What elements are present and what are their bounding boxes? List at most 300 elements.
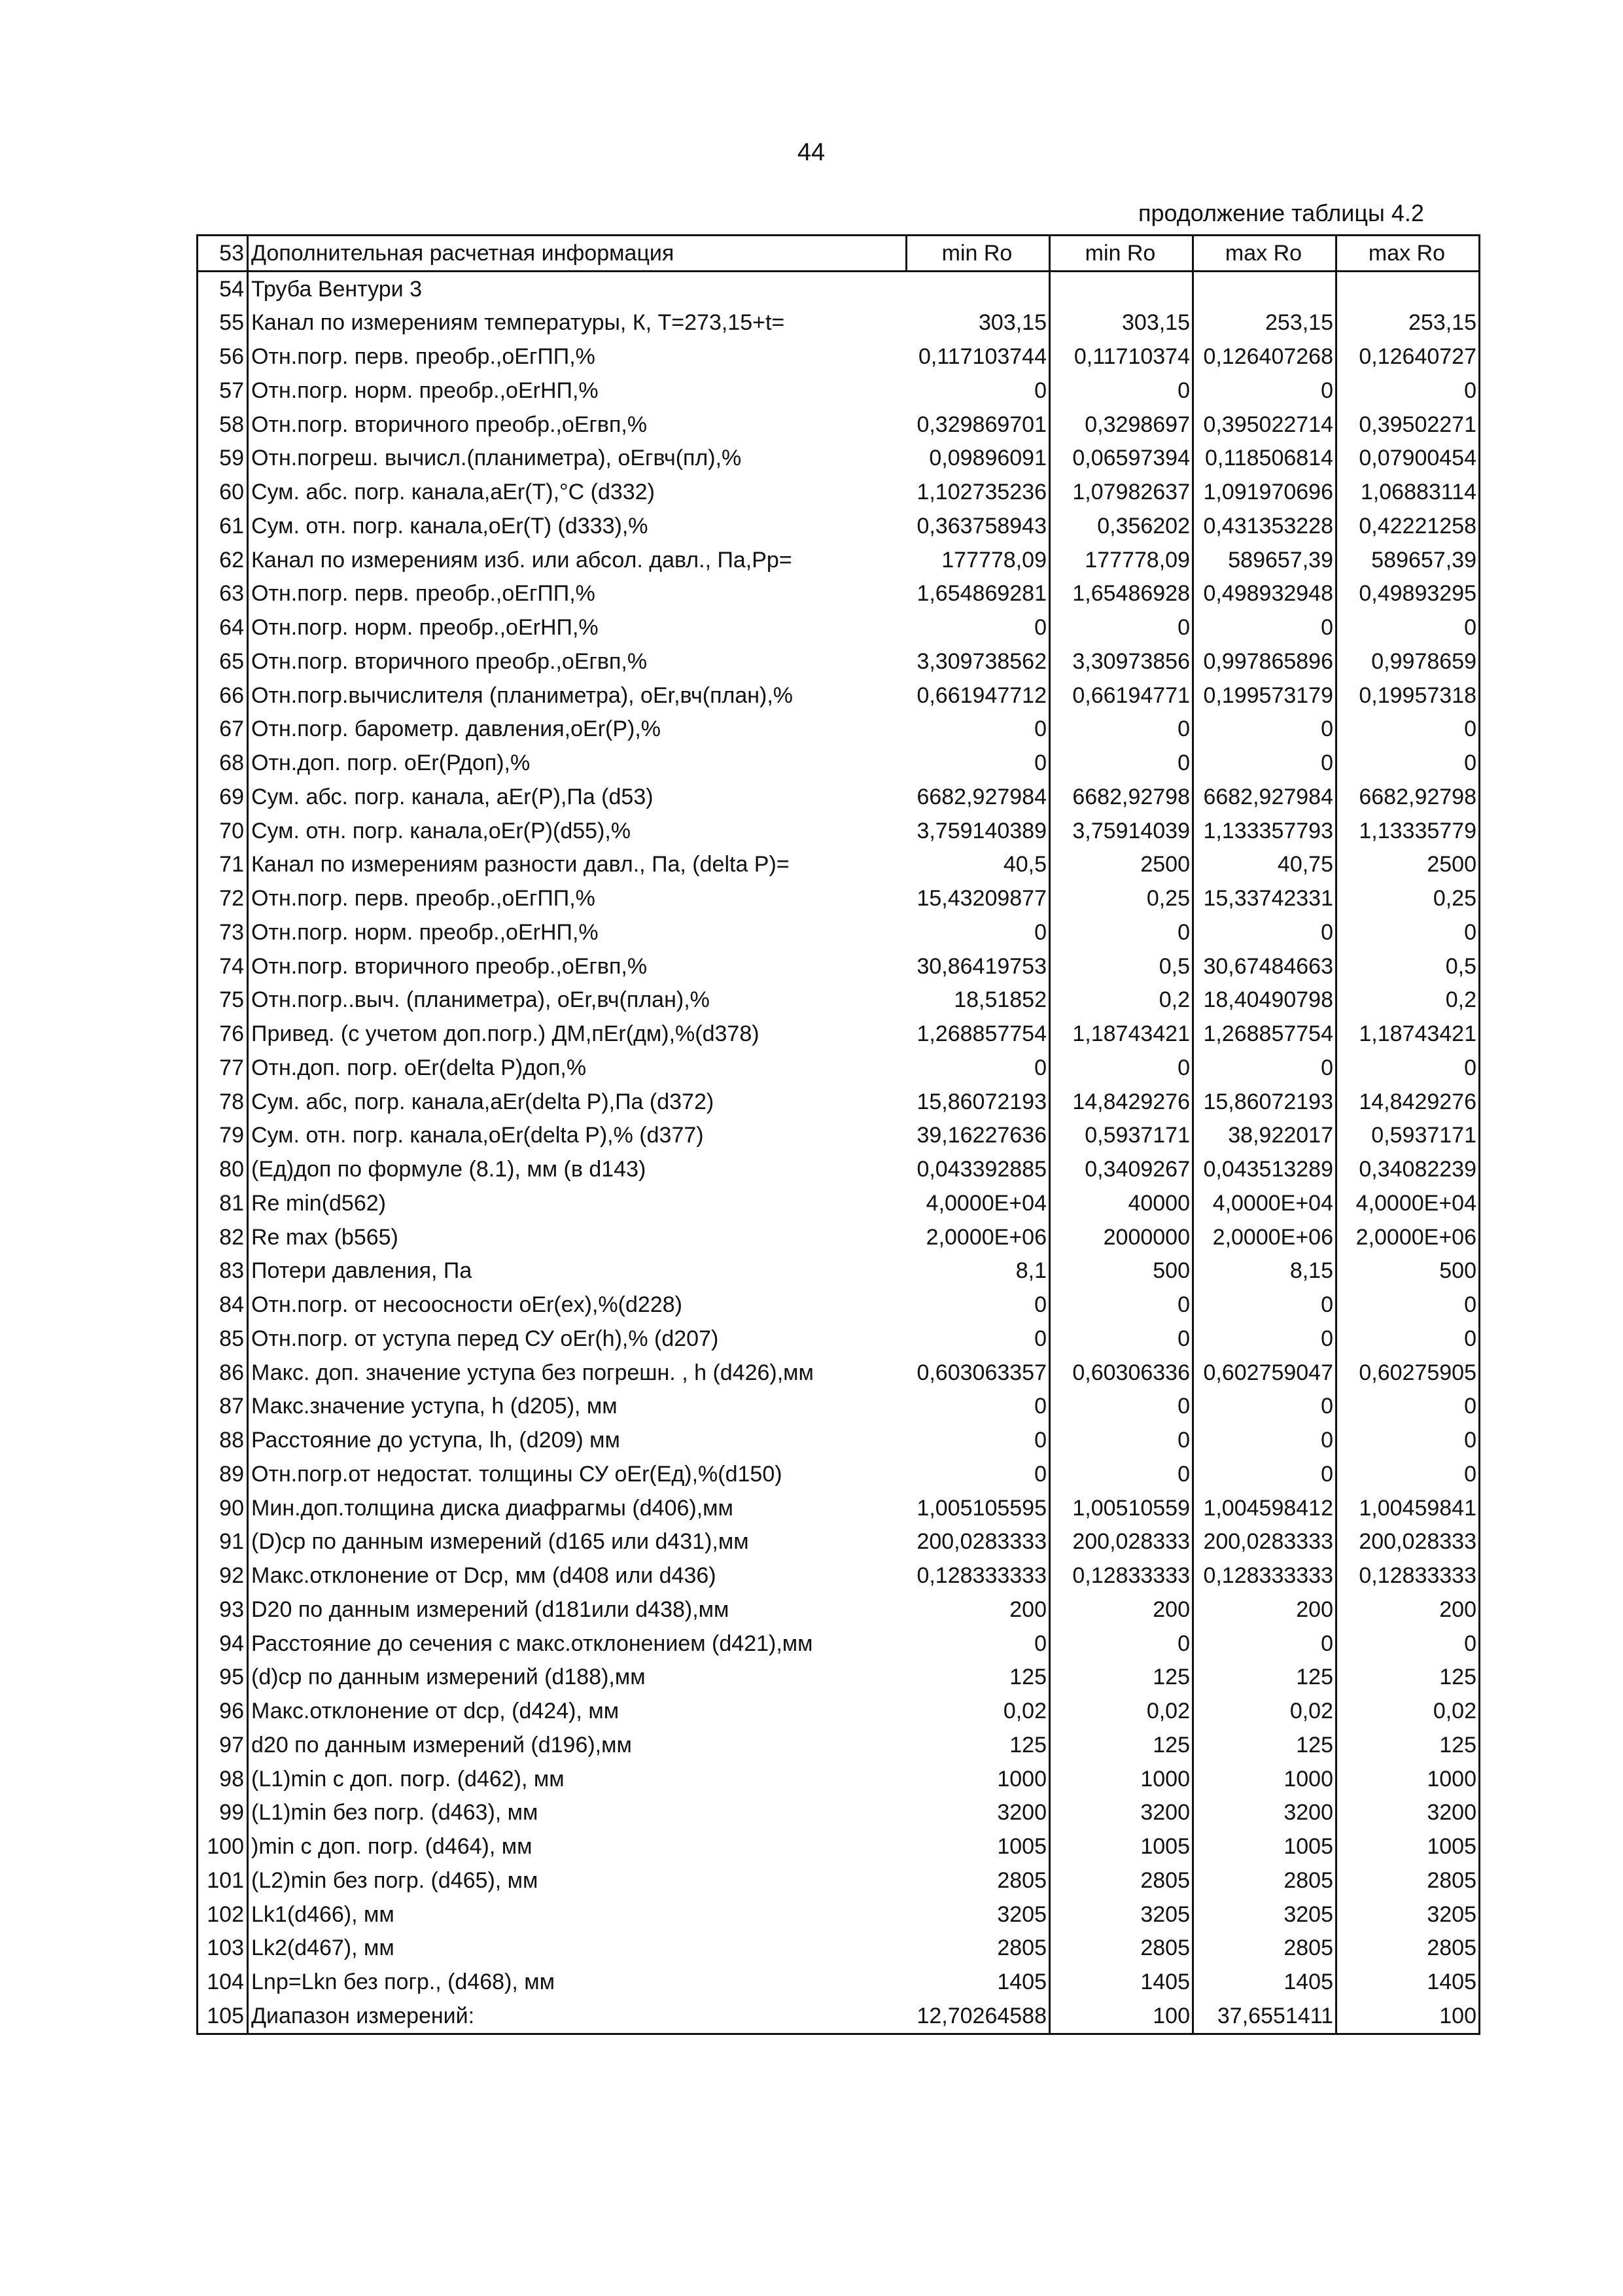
- table-row: [198, 1762, 1480, 1796]
- value-cell: 0,12833333: [1336, 1559, 1480, 1593]
- table-row: [198, 1829, 1480, 1863]
- row-number: 60: [198, 475, 248, 509]
- table-row: [198, 1322, 1480, 1356]
- value-cell: 30,86419753: [907, 949, 1050, 983]
- value-cell: 1,13335779: [1336, 814, 1480, 848]
- value-cell: 15,86072193: [907, 1085, 1050, 1119]
- table-header-row: [198, 236, 1480, 272]
- value-cell: 1000: [907, 1762, 1050, 1796]
- value-cell: 125: [1193, 1661, 1336, 1695]
- value-cell: 200,028333: [1336, 1525, 1480, 1559]
- row-label: (D)ср по данным измерений (d165 или d431),мм: [251, 1529, 749, 1555]
- value-cell: 8,1: [907, 1254, 1050, 1288]
- row-label: Сум. абс. погр. канала,аЕr(Т),°С (d332): [251, 480, 655, 505]
- value-cell: 0,356202: [1050, 509, 1193, 543]
- value-cell: 0: [1336, 1051, 1480, 1085]
- table-row: [198, 1186, 1480, 1220]
- table-row: [198, 1728, 1480, 1762]
- row-label: Сум. отн. погр. канала,оЕr(Т) (d333),%: [251, 513, 648, 539]
- row-number: 98: [198, 1762, 248, 1796]
- value-cell: 1,18743421: [1050, 1017, 1193, 1051]
- page-number: 44: [797, 139, 826, 166]
- row-label: Сум. абс, погр. канала,аЕr(delta P),Па (d372): [251, 1089, 714, 1114]
- value-cell: 0: [1336, 1390, 1480, 1424]
- value-cell: 589657,39: [1336, 543, 1480, 577]
- row-label: Отн.погр. вторичного преобр.,оЕгвп,%: [251, 648, 648, 674]
- value-cell: 125: [1193, 1728, 1336, 1762]
- value-cell: 0: [1050, 713, 1193, 747]
- value-cell: 1,06883114: [1336, 475, 1480, 509]
- row-label: Отн.погреш. вычисл.(планиметра), оЕгвч(пл),%: [251, 446, 742, 471]
- value-cell: 0: [907, 1627, 1050, 1661]
- value-cell: 0: [1050, 374, 1193, 408]
- row-number: 76: [198, 1017, 248, 1051]
- value-cell: [1336, 271, 1480, 306]
- table-row: [198, 1119, 1480, 1153]
- value-cell: 1,268857754: [1193, 1017, 1336, 1051]
- row-number: 87: [198, 1390, 248, 1424]
- row-label: Re max (b565): [251, 1224, 398, 1250]
- table-row: [198, 610, 1480, 645]
- value-cell: 2000000: [1050, 1220, 1193, 1254]
- table-row: [198, 1965, 1480, 1999]
- value-cell: 125: [1050, 1661, 1193, 1695]
- value-cell: 14,8429276: [1050, 1085, 1193, 1119]
- value-cell: [1050, 271, 1193, 306]
- value-cell: 0: [1193, 1423, 1336, 1457]
- column-header: min Ro: [907, 236, 1050, 272]
- table-row: [198, 1559, 1480, 1593]
- value-cell: 0: [1336, 1288, 1480, 1322]
- row-number: 95: [198, 1661, 248, 1695]
- row-number: 82: [198, 1220, 248, 1254]
- row-label: (d)ср по данным измерений (d188),мм: [251, 1665, 646, 1690]
- value-cell: 0,431353228: [1193, 509, 1336, 543]
- table-row: [198, 1254, 1480, 1288]
- value-cell: 0: [1050, 915, 1193, 949]
- row-number: 66: [198, 679, 248, 713]
- row-number: 89: [198, 1457, 248, 1491]
- value-cell: 0,117103744: [907, 340, 1050, 374]
- value-cell: 3200: [907, 1796, 1050, 1830]
- row-number: 101: [198, 1863, 248, 1898]
- value-cell: 0: [1336, 1457, 1480, 1491]
- value-cell: 1,268857754: [907, 1017, 1050, 1051]
- value-cell: 4,0000E+04: [1193, 1186, 1336, 1220]
- row-number: 94: [198, 1627, 248, 1661]
- value-cell: 0: [907, 713, 1050, 747]
- value-cell: 0: [1193, 915, 1336, 949]
- row-number: 93: [198, 1593, 248, 1627]
- row-label: Lk1(d466), мм: [251, 1901, 394, 1927]
- row-number: 104: [198, 1965, 248, 1999]
- row-number: 97: [198, 1728, 248, 1762]
- row-label: Отн.погр. от несоосности оЕr(ex),%(d228): [251, 1292, 682, 1318]
- value-cell: 3,759140389: [907, 814, 1050, 848]
- row-label: Lk2(d467), мм: [251, 1935, 394, 1961]
- value-cell: [907, 271, 1050, 306]
- value-cell: 3200: [1050, 1796, 1193, 1830]
- value-cell: 0: [1336, 915, 1480, 949]
- table-row: [198, 1863, 1480, 1898]
- value-cell: 1005: [1193, 1829, 1336, 1863]
- value-cell: 1405: [1193, 1965, 1336, 1999]
- value-cell: 177778,09: [1050, 543, 1193, 577]
- table-row: [198, 543, 1480, 577]
- value-cell: 0: [907, 746, 1050, 780]
- row-label: Расстояние до уступа, lh, (d209) мм: [251, 1428, 620, 1453]
- column-header: max Ro: [1193, 236, 1336, 272]
- table-row: [198, 1694, 1480, 1728]
- row-label: (L1)min с доп. погр. (d462), мм: [251, 1766, 565, 1792]
- value-cell: 39,16227636: [907, 1119, 1050, 1153]
- value-cell: 0: [907, 1457, 1050, 1491]
- row-number: 58: [198, 408, 248, 442]
- table-row: [198, 1593, 1480, 1627]
- table-row: [198, 1390, 1480, 1424]
- value-cell: 0,498932948: [1193, 577, 1336, 611]
- value-cell: 125: [907, 1661, 1050, 1695]
- value-cell: 8,15: [1193, 1254, 1336, 1288]
- value-cell: 0,602759047: [1193, 1356, 1336, 1390]
- row-label: Отн.погр. норм. преобр.,оЕrНП,%: [251, 615, 599, 641]
- row-label: )min с доп. погр. (d464), мм: [251, 1834, 532, 1860]
- value-cell: 3205: [1336, 1898, 1480, 1932]
- table-row: [198, 1932, 1480, 1966]
- value-cell: 3200: [1336, 1796, 1480, 1830]
- row-number: 57: [198, 374, 248, 408]
- value-cell: 38,922017: [1193, 1119, 1336, 1153]
- value-cell: 0: [1050, 1322, 1193, 1356]
- value-cell: 0: [907, 915, 1050, 949]
- table-row: [198, 1423, 1480, 1457]
- value-cell: 4,0000E+04: [907, 1186, 1050, 1220]
- row-number: 61: [198, 509, 248, 543]
- value-cell: 1,00459841: [1336, 1491, 1480, 1525]
- value-cell: 0: [1193, 1390, 1336, 1424]
- value-cell: 0: [1336, 610, 1480, 645]
- row-number: 102: [198, 1898, 248, 1932]
- value-cell: 0: [907, 1390, 1050, 1424]
- value-cell: 500: [1336, 1254, 1480, 1288]
- value-cell: 3,309738562: [907, 645, 1050, 679]
- value-cell: 0: [1193, 713, 1336, 747]
- value-cell: 0,66194771: [1050, 679, 1193, 713]
- table-row: [198, 746, 1480, 780]
- row-number: 62: [198, 543, 248, 577]
- value-cell: 200: [1336, 1593, 1480, 1627]
- value-cell: 1,18743421: [1336, 1017, 1480, 1051]
- table-row: [198, 1288, 1480, 1322]
- value-cell: 0,5937171: [1050, 1119, 1193, 1153]
- value-cell: 2805: [907, 1863, 1050, 1898]
- value-cell: 125: [1336, 1728, 1480, 1762]
- row-label: Макс.отклонение от Dср, мм (d408 или d436): [251, 1563, 716, 1589]
- value-cell: 0: [1193, 1627, 1336, 1661]
- value-cell: 0,60275905: [1336, 1356, 1480, 1390]
- row-number: 72: [198, 881, 248, 915]
- row-label: Отн.доп. погр. оЕr(delta Р)доп,%: [251, 1055, 587, 1080]
- value-cell: 2500: [1050, 848, 1193, 882]
- value-cell: 0: [1193, 1322, 1336, 1356]
- row-label: Отн.погр. перв. преобр.,оЕгПП,%: [251, 581, 595, 607]
- row-number: 59: [198, 442, 248, 476]
- value-cell: 0,661947712: [907, 679, 1050, 713]
- value-cell: 2805: [1050, 1863, 1193, 1898]
- row-number: 96: [198, 1694, 248, 1728]
- value-cell: 0,19957318: [1336, 679, 1480, 713]
- value-cell: 177778,09: [907, 543, 1050, 577]
- row-number: 56: [198, 340, 248, 374]
- row-label: (L1)min без погр. (d463), мм: [251, 1800, 538, 1826]
- value-cell: 0,997865896: [1193, 645, 1336, 679]
- value-cell: 2805: [1193, 1863, 1336, 1898]
- table-row: [198, 1627, 1480, 1661]
- table-row: [198, 1661, 1480, 1695]
- value-cell: 0: [1193, 374, 1336, 408]
- row-label: Отн.погр. вторичного преобр.,оЕгвп,%: [251, 953, 648, 979]
- value-cell: 1,004598412: [1193, 1491, 1336, 1525]
- table-row: [198, 374, 1480, 408]
- value-cell: 0,34082239: [1336, 1152, 1480, 1186]
- value-cell: 4,0000E+04: [1336, 1186, 1480, 1220]
- value-cell: 1,65486928: [1050, 577, 1193, 611]
- value-cell: 2,0000E+06: [1193, 1220, 1336, 1254]
- value-cell: 0: [907, 1423, 1050, 1457]
- row-label: d20 по данным измерений (d196),мм: [251, 1732, 632, 1757]
- row-label: Макс.отклонение от dср, (d424), мм: [251, 1699, 620, 1724]
- row-number: 105: [198, 1999, 248, 2034]
- row-label: Расстояние до сечения с макс.отклонением (d421),мм: [251, 1631, 813, 1656]
- row-number: 90: [198, 1491, 248, 1525]
- table-row: [198, 306, 1480, 340]
- row-number: 91: [198, 1525, 248, 1559]
- row-label: Канал по измерениям температуры, К, Т=273,15+t=: [251, 310, 785, 336]
- value-cell: 15,86072193: [1193, 1085, 1336, 1119]
- table-row: [198, 408, 1480, 442]
- value-cell: 0: [1050, 1390, 1193, 1424]
- value-cell: 1,654869281: [907, 577, 1050, 611]
- value-cell: 0,12833333: [1050, 1559, 1193, 1593]
- value-cell: 589657,39: [1193, 543, 1336, 577]
- table-row: [198, 1152, 1480, 1186]
- value-cell: 12,70264588: [907, 1999, 1050, 2034]
- row-label: Отн.погр. норм. преобр.,оЕrНП,%: [251, 919, 599, 945]
- row-label: D20 по данным измерений (d181или d438),мм: [251, 1597, 729, 1622]
- value-cell: 0: [1050, 1051, 1193, 1085]
- value-cell: 0: [1336, 1627, 1480, 1661]
- value-cell: 0,09896091: [907, 442, 1050, 476]
- row-label: Отн.погр. барометр. давления,оЕr(Р),%: [251, 716, 661, 742]
- value-cell: 15,43209877: [907, 881, 1050, 915]
- data-table: [196, 234, 1480, 2035]
- row-label: Канал по измерениям изб. или абсол. давл., Па,Рр=: [251, 547, 792, 573]
- value-cell: 303,15: [907, 306, 1050, 340]
- value-cell: 0,5937171: [1336, 1119, 1480, 1153]
- value-cell: 40000: [1050, 1186, 1193, 1220]
- value-cell: 0: [1193, 1288, 1336, 1322]
- value-cell: 6682,92798: [1050, 780, 1193, 814]
- value-cell: 200: [1050, 1593, 1193, 1627]
- row-number: 54: [198, 271, 248, 306]
- value-cell: 6682,927984: [1193, 780, 1336, 814]
- table-row: [198, 1999, 1480, 2034]
- value-cell: 0: [907, 610, 1050, 645]
- value-cell: 0,07900454: [1336, 442, 1480, 476]
- value-cell: 37,6551411: [1193, 1999, 1336, 2034]
- row-label: Сум. отн. погр. канала,оЕr(delta P),% (d377): [251, 1123, 704, 1148]
- value-cell: 0,42221258: [1336, 509, 1480, 543]
- value-cell: 0: [907, 1288, 1050, 1322]
- value-cell: 0,49893295: [1336, 577, 1480, 611]
- table-row: [198, 1525, 1480, 1559]
- column-header: max Ro: [1336, 236, 1480, 272]
- row-label: Отн.погр.от недостат. толщины СУ оЕr(Ед),%(d150): [251, 1461, 782, 1487]
- row-label: Канал по измерениям разности давл., Па, (delta P)=: [251, 852, 790, 877]
- row-label: Отн.погр. вторичного преобр.,оЕгвп,%: [251, 412, 648, 437]
- table-row: [198, 645, 1480, 679]
- row-number: 81: [198, 1186, 248, 1220]
- value-cell: 0: [1050, 746, 1193, 780]
- value-cell: 1,005105595: [907, 1491, 1050, 1525]
- value-cell: 200,028333: [1050, 1525, 1193, 1559]
- value-cell: 0,39502271: [1336, 408, 1480, 442]
- value-cell: 0: [1050, 1423, 1193, 1457]
- table-row: [198, 915, 1480, 949]
- row-label: Отн.доп. погр. оЕr(Рдоп),%: [251, 751, 531, 776]
- row-number: 85: [198, 1322, 248, 1356]
- table-row: [198, 340, 1480, 374]
- value-cell: 2805: [1336, 1932, 1480, 1966]
- value-cell: 6682,927984: [907, 780, 1050, 814]
- value-cell: 200: [907, 1593, 1050, 1627]
- table-row: [198, 1356, 1480, 1390]
- value-cell: 2805: [1050, 1932, 1193, 1966]
- row-number: 77: [198, 1051, 248, 1085]
- value-cell: 3,30973856: [1050, 645, 1193, 679]
- row-label: Сум. абс. погр. канала, аЕr(Р),Па (d53): [251, 784, 654, 809]
- value-cell: 0,9978659: [1336, 645, 1480, 679]
- table-row: [198, 983, 1480, 1017]
- value-cell: 0: [907, 1322, 1050, 1356]
- value-cell: 0,118506814: [1193, 442, 1336, 476]
- row-number: 65: [198, 645, 248, 679]
- value-cell: 0,043392885: [907, 1152, 1050, 1186]
- row-label: Макс. доп. значение уступа без погрешн. , h (d426),мм: [251, 1360, 814, 1385]
- value-cell: 1405: [1050, 1965, 1193, 1999]
- row-number: 100: [198, 1829, 248, 1863]
- table-row: [198, 713, 1480, 747]
- value-cell: 0,126407268: [1193, 340, 1336, 374]
- row-number: 80: [198, 1152, 248, 1186]
- value-cell: 125: [907, 1728, 1050, 1762]
- value-cell: 0: [1193, 746, 1336, 780]
- table-row: [198, 780, 1480, 814]
- value-cell: 0,128333333: [907, 1559, 1050, 1593]
- row-label: (L2)min без погр. (d465), мм: [251, 1867, 538, 1893]
- value-cell: 0,043513289: [1193, 1152, 1336, 1186]
- value-cell: 0: [1336, 1423, 1480, 1457]
- value-cell: 0,5: [1336, 949, 1480, 983]
- row-number: 86: [198, 1356, 248, 1390]
- row-label: Re min(d562): [251, 1190, 386, 1216]
- table-row: [198, 577, 1480, 611]
- value-cell: 6682,92798: [1336, 780, 1480, 814]
- value-cell: 1,102735236: [907, 475, 1050, 509]
- value-cell: 2,0000E+06: [907, 1220, 1050, 1254]
- row-label: Отн.погр. перв. преобр.,оЕгПП,%: [251, 344, 595, 370]
- value-cell: 1005: [1050, 1829, 1193, 1863]
- table-row: [198, 1796, 1480, 1830]
- row-number: 84: [198, 1288, 248, 1322]
- row-label: Отн.погр. от уступа перед СУ оЕr(h),% (d207): [251, 1326, 719, 1351]
- value-cell: 0,5: [1050, 949, 1193, 983]
- row-number: 88: [198, 1423, 248, 1457]
- row-label: Мин.доп.толщина диска диафрагмы (d406),мм: [251, 1495, 733, 1521]
- value-cell: 0,06597394: [1050, 442, 1193, 476]
- value-cell: 200,0283333: [1193, 1525, 1336, 1559]
- value-cell: 253,15: [1336, 306, 1480, 340]
- value-cell: 1405: [907, 1965, 1050, 1999]
- value-cell: 1,07982637: [1050, 475, 1193, 509]
- table-row: [198, 1898, 1480, 1932]
- row-number: 75: [198, 983, 248, 1017]
- table-row: [198, 881, 1480, 915]
- table-row: [198, 679, 1480, 713]
- table-row: [198, 949, 1480, 983]
- table-row: [198, 442, 1480, 476]
- value-cell: 0: [1050, 1288, 1193, 1322]
- table-row: [198, 1017, 1480, 1051]
- header-label: Дополнительная расчетная информация: [248, 236, 907, 272]
- value-cell: 0,12640727: [1336, 340, 1480, 374]
- value-cell: 0,3298697: [1050, 408, 1193, 442]
- value-cell: 1,091970696: [1193, 475, 1336, 509]
- value-cell: 15,33742331: [1193, 881, 1336, 915]
- value-cell: 1005: [1336, 1829, 1480, 1863]
- value-cell: 0: [1050, 1457, 1193, 1491]
- value-cell: 2500: [1336, 848, 1480, 882]
- row-label: Сум. отн. погр. канала,оЕr(Р)(d55),%: [251, 818, 631, 843]
- value-cell: 0: [1336, 374, 1480, 408]
- value-cell: 3205: [907, 1898, 1050, 1932]
- value-cell: 40,5: [907, 848, 1050, 882]
- value-cell: 0: [1336, 746, 1480, 780]
- value-cell: 1000: [1336, 1762, 1480, 1796]
- value-cell: 0,02: [1336, 1694, 1480, 1728]
- table-continuation-caption: продолжение таблицы 4.2: [1138, 200, 1424, 226]
- value-cell: 0: [1336, 1322, 1480, 1356]
- row-number: 67: [198, 713, 248, 747]
- value-cell: 3,75914039: [1050, 814, 1193, 848]
- value-cell: 0,25: [1050, 881, 1193, 915]
- value-cell: 1000: [1050, 1762, 1193, 1796]
- table-row: [198, 1457, 1480, 1491]
- row-number: 53: [198, 236, 248, 272]
- value-cell: 125: [1050, 1728, 1193, 1762]
- column-header: min Ro: [1050, 236, 1193, 272]
- value-cell: 303,15: [1050, 306, 1193, 340]
- row-label: (Ед)доп по формуле (8.1), мм (в d143): [251, 1157, 646, 1182]
- value-cell: 0,3409267: [1050, 1152, 1193, 1186]
- table-row: [198, 1085, 1480, 1119]
- value-cell: 0,395022714: [1193, 408, 1336, 442]
- value-cell: 1005: [907, 1829, 1050, 1863]
- row-number: 68: [198, 746, 248, 780]
- value-cell: 0,60306336: [1050, 1356, 1193, 1390]
- value-cell: 0: [1336, 713, 1480, 747]
- value-cell: 0,128333333: [1193, 1559, 1336, 1593]
